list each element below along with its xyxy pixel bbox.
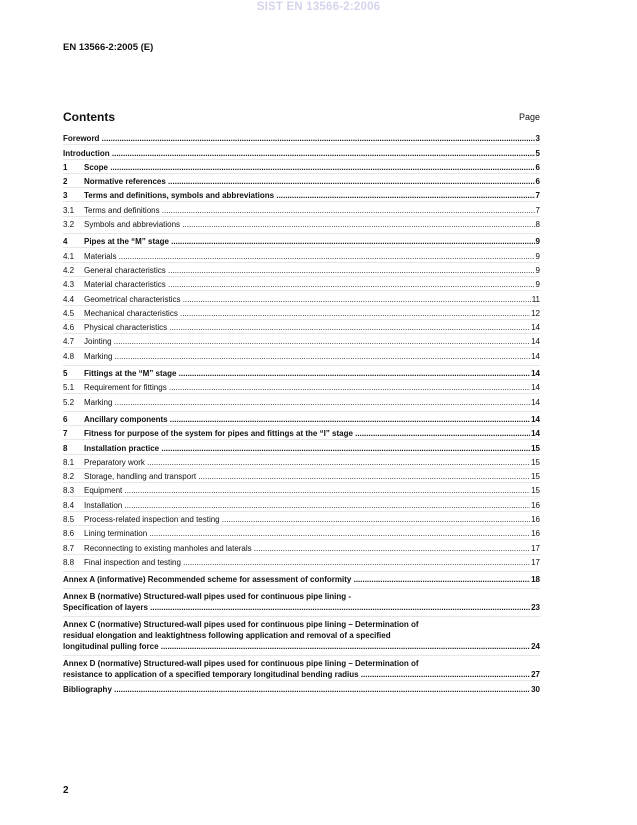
- toc-entry-title: Mechanical characteristics .....: [84, 308, 530, 319]
- toc-entry[interactable]: [63, 319, 540, 333]
- toc-entry-number: 4.1: [63, 251, 75, 261]
- toc-entry-page: 14: [531, 351, 540, 361]
- toc-entry[interactable]: [63, 276, 540, 290]
- toc-entry-number: 8.8: [63, 557, 75, 567]
- toc-entry-page: 11: [531, 294, 540, 304]
- toc-entry[interactable]: [63, 144, 540, 158]
- toc-entry-page: 9: [535, 265, 540, 275]
- toc-entry-number: 5.1: [63, 383, 75, 393]
- toc-entry[interactable]: [63, 159, 540, 173]
- toc-entry-page: 17: [531, 543, 540, 553]
- toc-entry-title: [63, 619, 530, 652]
- watermark: SIST EN 13566-2:2006: [256, 1, 381, 13]
- toc-entry[interactable]: [63, 554, 540, 568]
- toc-entry[interactable]: [63, 365, 540, 379]
- toc-entry-number: 8.3: [63, 486, 75, 496]
- toc-entry-title: [63, 658, 530, 680]
- toc-entry-title-line: resistance to application of a specified temporary longitudinal bending radius .....: [63, 669, 530, 680]
- toc-entry-page: 14: [531, 397, 540, 407]
- toc-entry-page: 14: [531, 429, 540, 439]
- toc-entry[interactable]: [63, 393, 540, 407]
- toc-entry-number: 5.2: [63, 397, 75, 407]
- toc-entry[interactable]: [63, 216, 540, 230]
- toc-entry-title: Installation .....: [84, 500, 530, 511]
- toc-entry-page: 24: [531, 642, 540, 652]
- toc-entry[interactable]: [63, 247, 540, 261]
- toc-entry-title: Requirement for fittings .....: [84, 382, 530, 393]
- toc-entry-title: Lining termination .....: [84, 528, 530, 539]
- toc-entry-number: 8.5: [63, 515, 75, 525]
- toc-entry-number: 2: [63, 177, 68, 187]
- toc-entry-page: 16: [531, 529, 540, 539]
- toc-entry-title: Scope .....: [84, 162, 535, 173]
- toc-entry-title: Foreword .....: [63, 133, 535, 144]
- toc-entry[interactable]: [63, 525, 540, 539]
- toc-entry-number: 8.6: [63, 529, 75, 539]
- toc-entry-title: Annex A (informative) Recommended scheme for assessment of conformity .....: [63, 574, 530, 585]
- toc-entry-page: 12: [531, 308, 540, 318]
- toc-entry-title: Geometrical characteristics .....: [84, 294, 531, 305]
- toc-entry-title-line: Annex C (normative) Structured-wall pipes used for continuous pipe lining – Determination of: [63, 620, 419, 630]
- toc-entry-title: Equipment .....: [84, 485, 530, 496]
- toc-entry-page: 14: [531, 414, 540, 424]
- toc-entry-title: Process-related inspection and testing .....: [84, 514, 530, 525]
- contents-title: Contents: [63, 110, 115, 124]
- toc-entry-title-line: Annex D (normative) Structured-wall pipes used for continuous pipe lining – Determination of: [63, 659, 419, 669]
- toc-entry[interactable]: [63, 482, 540, 496]
- toc-entry-title: General characteristics .....: [84, 265, 535, 276]
- toc-entry-title: Final inspection and testing .....: [84, 557, 530, 568]
- toc-entry-page: 15: [531, 443, 540, 453]
- toc-entry[interactable]: [63, 130, 540, 144]
- toc-entry[interactable]: [63, 439, 540, 453]
- toc-entry-number: 3.1: [63, 205, 75, 215]
- toc-entry-title-line: longitudinal pulling force .....: [63, 641, 530, 652]
- toc-entry-title: [63, 591, 530, 613]
- toc-entry-number: 4.2: [63, 265, 75, 275]
- toc-entry-page: 27: [531, 670, 540, 680]
- toc-entry[interactable]: [63, 588, 540, 613]
- toc-entry[interactable]: [63, 655, 540, 680]
- toc-entry[interactable]: [63, 468, 540, 482]
- toc-entry-page: 30: [531, 684, 540, 694]
- toc-entry-page: 14: [531, 369, 540, 379]
- toc-entry-number: 8.7: [63, 543, 75, 553]
- toc-entry-title: Marking .....: [84, 397, 530, 408]
- toc-entry-title-line: Specification of layers .....: [63, 602, 530, 613]
- toc-entry[interactable]: [63, 173, 540, 187]
- toc-entry-title: Terms and definitions .....: [84, 205, 535, 216]
- toc-entry-number: 8.1: [63, 457, 75, 467]
- toc-entry-number: 3.2: [63, 220, 75, 230]
- toc-entry[interactable]: [63, 187, 540, 201]
- toc-entry[interactable]: [63, 616, 540, 652]
- toc-entry[interactable]: [63, 379, 540, 393]
- toc-entry-title: Physical characteristics .....: [84, 322, 530, 333]
- toc-entry[interactable]: [63, 411, 540, 425]
- toc-entry-title: Materials .....: [84, 251, 535, 262]
- toc-entry[interactable]: [63, 290, 540, 304]
- toc-entry-title: Terms and definitions, symbols and abbreviations .....: [84, 190, 535, 201]
- toc-entry-page: 23: [531, 603, 540, 613]
- toc-entry[interactable]: [63, 305, 540, 319]
- toc-entry-page: 15: [531, 457, 540, 467]
- toc-entry-number: 4.8: [63, 351, 75, 361]
- toc-entry[interactable]: [63, 511, 540, 525]
- toc-entry[interactable]: [63, 454, 540, 468]
- toc-entry-page: 14: [531, 337, 540, 347]
- toc-entry[interactable]: [63, 347, 540, 361]
- toc-entry-title-line: Annex B (normative) Structured-wall pipes used for continuous pipe lining -: [63, 592, 352, 602]
- toc-entry-title: Marking .....: [84, 351, 530, 362]
- toc-entry[interactable]: [63, 539, 540, 553]
- toc-entry[interactable]: [63, 333, 540, 347]
- toc-entry-title: Bibliography .....: [63, 684, 530, 695]
- toc-entry-page: 7: [535, 191, 540, 201]
- toc-entry[interactable]: [63, 680, 540, 694]
- toc-entry-title: Pipes at the “M” stage .....: [84, 236, 535, 247]
- toc-entry-number: 5: [63, 369, 68, 379]
- toc-entry[interactable]: [63, 496, 540, 510]
- toc-entry-number: 4: [63, 237, 68, 247]
- toc-entry-number: 1: [63, 162, 68, 172]
- toc-entry-page: 9: [535, 251, 540, 261]
- toc-entry[interactable]: [63, 262, 540, 276]
- toc-entry-title: Ancillary components .....: [84, 414, 530, 425]
- toc-entry-number: 3: [63, 191, 68, 201]
- toc-entry-number: 4.7: [63, 337, 75, 347]
- toc-entry[interactable]: [63, 233, 540, 247]
- toc-entry-number: 7: [63, 429, 68, 439]
- toc-entry-page: 3: [535, 134, 540, 144]
- toc-entry-number: 4.3: [63, 280, 75, 290]
- toc-entry[interactable]: [63, 571, 540, 585]
- toc-entry-page: 16: [531, 500, 540, 510]
- toc-entry-number: 8.2: [63, 472, 75, 482]
- toc-entry-page: 15: [531, 486, 540, 496]
- toc-entry-title: Symbols and abbreviations .....: [84, 219, 535, 230]
- document-id: EN 13566-2:2005 (E): [63, 42, 154, 53]
- toc-entry-title: Jointing .....: [84, 336, 530, 347]
- toc-entry-page: 18: [531, 575, 540, 585]
- toc-entry-title: Storage, handling and transport .....: [84, 471, 530, 482]
- toc-entry-number: 8: [63, 443, 68, 453]
- toc-entry-number: 4.6: [63, 323, 75, 333]
- toc-entry-page: 16: [531, 515, 540, 525]
- toc-entry-page: 14: [531, 383, 540, 393]
- toc-entry-page: 6: [535, 162, 540, 172]
- toc-entry-page: 14: [531, 323, 540, 333]
- toc-entry-number: 6: [63, 414, 68, 424]
- toc-entry-title: Reconnecting to existing manholes and laterals .....: [84, 543, 530, 554]
- toc-entry-title: Installation practice .....: [84, 443, 530, 454]
- toc-entry-page: 17: [531, 557, 540, 567]
- toc-entry-title: Material characteristics .....: [84, 279, 535, 290]
- toc-entry-title: Fittings at the “M” stage .....: [84, 368, 530, 379]
- toc-entry[interactable]: [63, 425, 540, 439]
- toc-entry-title: Introduction .....: [63, 148, 535, 159]
- toc-entry-number: 8.4: [63, 500, 75, 510]
- toc-entry-title: Normative references .....: [84, 176, 535, 187]
- toc-entry-title: Preparatory work .....: [84, 457, 530, 468]
- toc-entry-number: 4.4: [63, 294, 75, 304]
- toc-entry-title-line: residual elongation and leaktightness following application and removal of a specified: [63, 631, 391, 641]
- toc-entry-page: 6: [535, 177, 540, 187]
- page-column-label: Page: [518, 112, 540, 122]
- toc-entry-page: 9: [535, 237, 540, 247]
- table-of-contents: [63, 130, 540, 695]
- toc-entry-page: 5: [535, 148, 540, 158]
- page-number: 2: [63, 785, 69, 796]
- toc-entry-page: 15: [531, 472, 540, 482]
- toc-entry-number: 4.5: [63, 308, 75, 318]
- toc-entry-title: Fitness for purpose of the system for pipes and fittings at the “I” stage .....: [84, 428, 530, 439]
- toc-entry-page: 8: [535, 220, 540, 230]
- toc-entry-page: 9: [535, 280, 540, 290]
- toc-entry[interactable]: [63, 201, 540, 215]
- toc-entry-page: 7: [535, 205, 540, 215]
